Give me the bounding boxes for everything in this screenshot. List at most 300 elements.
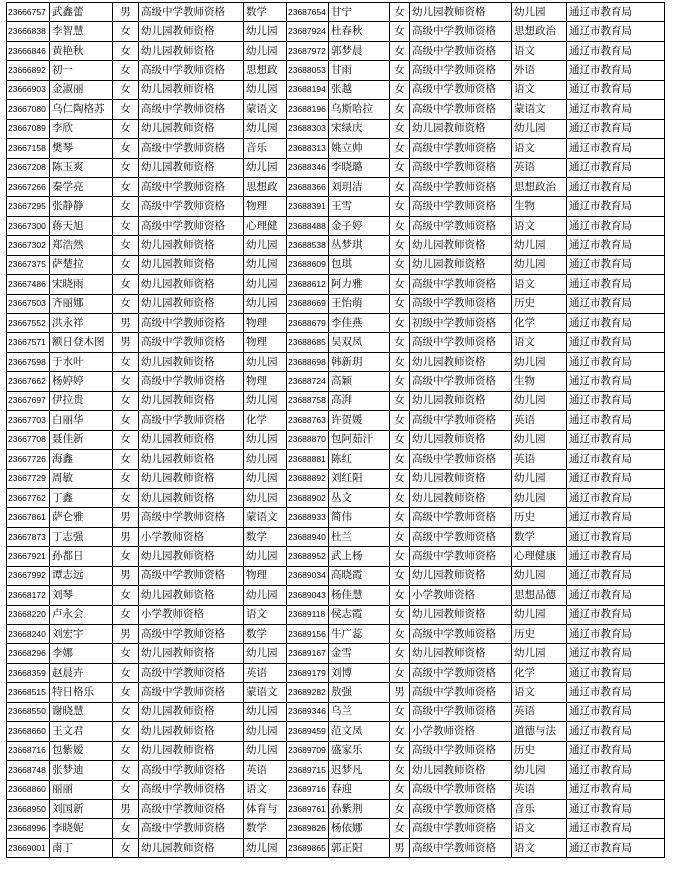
exam-id-cell: 23688053 bbox=[287, 61, 329, 80]
subject-cell: 幼儿园 bbox=[244, 119, 287, 138]
subject-cell: 幼儿园 bbox=[244, 80, 287, 99]
gender-cell: 女 bbox=[390, 100, 410, 119]
exam-id-cell: 23667571 bbox=[7, 333, 50, 352]
subject-cell: 幼儿园 bbox=[512, 644, 567, 663]
name-cell: 聂佳新 bbox=[50, 430, 113, 449]
exam-id-cell: 23669001 bbox=[7, 838, 50, 857]
name-cell: 春迎 bbox=[329, 780, 390, 799]
table-row bbox=[7, 780, 665, 799]
exam-id-cell: 23689179 bbox=[287, 663, 329, 682]
certificate-type-cell: 高级中学教师资格 bbox=[410, 625, 512, 644]
certificate-type-cell: 幼儿园教师资格 bbox=[139, 391, 244, 410]
certificate-type-cell: 初级中学教师资格 bbox=[410, 314, 512, 333]
exam-id-cell: 23689865 bbox=[287, 838, 329, 857]
gender-cell: 女 bbox=[113, 80, 139, 99]
subject-cell: 生物 bbox=[512, 372, 567, 391]
subject-cell: 幼儿园 bbox=[244, 722, 287, 741]
exam-id-cell: 23688194 bbox=[287, 80, 329, 99]
table-row bbox=[7, 663, 665, 682]
name-cell: 王雪 bbox=[329, 197, 390, 216]
exam-id-cell: 23689156 bbox=[287, 625, 329, 644]
authority-cell: 通辽市教育局 bbox=[567, 139, 665, 158]
name-cell: 孙紫荆 bbox=[329, 799, 390, 818]
gender-cell: 女 bbox=[113, 430, 139, 449]
name-cell: 许贺媛 bbox=[329, 411, 390, 430]
exam-id-cell: 23688612 bbox=[287, 275, 329, 294]
table-row bbox=[7, 333, 665, 352]
gender-cell: 女 bbox=[390, 702, 410, 721]
exam-id-cell: 23667703 bbox=[7, 411, 50, 430]
certificate-type-cell: 高级中学教师资格 bbox=[410, 663, 512, 682]
certificate-type-cell: 高级中学教师资格 bbox=[139, 100, 244, 119]
authority-cell: 通辽市教育局 bbox=[567, 547, 665, 566]
exam-id-cell: 23668296 bbox=[7, 644, 50, 663]
subject-cell: 历史 bbox=[512, 741, 567, 760]
table-row bbox=[7, 488, 665, 507]
certificate-type-cell: 高级中学教师资格 bbox=[410, 333, 512, 352]
gender-cell: 女 bbox=[390, 177, 410, 196]
name-cell: 郭梦晨 bbox=[329, 41, 390, 60]
authority-cell: 通辽市教育局 bbox=[567, 469, 665, 488]
name-cell: 谢晓慧 bbox=[50, 702, 113, 721]
exam-id-cell: 23689716 bbox=[287, 780, 329, 799]
certificate-type-cell: 高级中学教师资格 bbox=[139, 799, 244, 818]
exam-id-cell: 23668716 bbox=[7, 741, 50, 760]
subject-cell: 语文 bbox=[512, 139, 567, 158]
subject-cell: 幼儿园 bbox=[512, 469, 567, 488]
subject-cell: 幼儿园 bbox=[244, 352, 287, 371]
certificate-type-cell: 高级中学教师资格 bbox=[139, 139, 244, 158]
gender-cell: 女 bbox=[390, 566, 410, 585]
roster-table bbox=[6, 2, 665, 858]
subject-cell: 心理健 bbox=[244, 216, 287, 235]
name-cell: 侯志霞 bbox=[329, 605, 390, 624]
exam-id-cell: 23667762 bbox=[7, 488, 50, 507]
name-cell: 杨依娜 bbox=[329, 819, 390, 838]
table-row bbox=[7, 411, 665, 430]
certificate-type-cell: 幼儿园教师资格 bbox=[139, 488, 244, 507]
subject-cell: 英语 bbox=[512, 702, 567, 721]
exam-id-cell: 23667921 bbox=[7, 547, 50, 566]
subject-cell: 历史 bbox=[512, 625, 567, 644]
gender-cell: 女 bbox=[390, 450, 410, 469]
exam-id-cell: 23687924 bbox=[287, 22, 329, 41]
table-row bbox=[7, 100, 665, 119]
subject-cell: 幼儿园 bbox=[244, 644, 287, 663]
certificate-type-cell: 高级中学教师资格 bbox=[139, 197, 244, 216]
exam-id-cell: 23667302 bbox=[7, 236, 50, 255]
gender-cell: 女 bbox=[113, 469, 139, 488]
subject-cell: 幼儿园 bbox=[244, 22, 287, 41]
certificate-type-cell: 幼儿园教师资格 bbox=[410, 566, 512, 585]
name-cell: 陈红 bbox=[329, 450, 390, 469]
name-cell: 赵晨卉 bbox=[50, 663, 113, 682]
table-row bbox=[7, 527, 665, 546]
table-row bbox=[7, 158, 665, 177]
authority-cell: 通辽市教育局 bbox=[567, 352, 665, 371]
certificate-type-cell: 高级中学教师资格 bbox=[139, 625, 244, 644]
roster-body bbox=[7, 3, 665, 858]
exam-id-cell: 23667708 bbox=[7, 430, 50, 449]
certificate-type-cell: 高级中学教师资格 bbox=[410, 41, 512, 60]
gender-cell: 女 bbox=[390, 236, 410, 255]
gender-cell: 女 bbox=[113, 236, 139, 255]
name-cell: 谭志远 bbox=[50, 566, 113, 585]
certificate-type-cell: 高级中学教师资格 bbox=[410, 838, 512, 857]
gender-cell: 女 bbox=[390, 391, 410, 410]
exam-id-cell: 23689034 bbox=[287, 566, 329, 585]
subject-cell: 幼儿园 bbox=[512, 255, 567, 274]
subject-cell: 幼儿园 bbox=[244, 294, 287, 313]
subject-cell: 幼儿园 bbox=[244, 255, 287, 274]
authority-cell: 通辽市教育局 bbox=[567, 819, 665, 838]
subject-cell: 道德与法 bbox=[512, 722, 567, 741]
name-cell: 乌仁陶格苏 bbox=[50, 100, 113, 119]
subject-cell: 化学 bbox=[512, 314, 567, 333]
gender-cell: 男 bbox=[113, 799, 139, 818]
subject-cell: 幼儿园 bbox=[512, 236, 567, 255]
exam-id-cell: 23688669 bbox=[287, 294, 329, 313]
name-cell: 陈玉爽 bbox=[50, 158, 113, 177]
name-cell: 齐丽娜 bbox=[50, 294, 113, 313]
gender-cell: 女 bbox=[390, 741, 410, 760]
subject-cell: 幼儿园 bbox=[244, 158, 287, 177]
gender-cell: 女 bbox=[113, 139, 139, 158]
gender-cell: 女 bbox=[390, 761, 410, 780]
exam-id-cell: 23667729 bbox=[7, 469, 50, 488]
gender-cell: 男 bbox=[113, 314, 139, 333]
table-row bbox=[7, 508, 665, 527]
table-row bbox=[7, 216, 665, 235]
certificate-type-cell: 幼儿园教师资格 bbox=[139, 22, 244, 41]
subject-cell: 幼儿园 bbox=[512, 352, 567, 371]
exam-id-cell: 23667208 bbox=[7, 158, 50, 177]
exam-id-cell: 23688698 bbox=[287, 352, 329, 371]
exam-id-cell: 23667503 bbox=[7, 294, 50, 313]
exam-id-cell: 23688940 bbox=[287, 527, 329, 546]
gender-cell: 女 bbox=[390, 22, 410, 41]
authority-cell: 通辽市教育局 bbox=[567, 80, 665, 99]
certificate-type-cell: 高级中学教师资格 bbox=[139, 333, 244, 352]
certificate-type-cell: 幼儿园教师资格 bbox=[139, 547, 244, 566]
certificate-type-cell: 高级中学教师资格 bbox=[139, 566, 244, 585]
gender-cell: 男 bbox=[390, 838, 410, 857]
subject-cell: 幼儿园 bbox=[512, 430, 567, 449]
gender-cell: 女 bbox=[113, 391, 139, 410]
subject-cell: 幼儿园 bbox=[244, 391, 287, 410]
authority-cell: 通辽市教育局 bbox=[567, 527, 665, 546]
exam-id-cell: 23667697 bbox=[7, 391, 50, 410]
authority-cell: 通辽市教育局 bbox=[567, 197, 665, 216]
table-row bbox=[7, 294, 665, 313]
certificate-type-cell: 高级中学教师资格 bbox=[410, 411, 512, 430]
subject-cell: 英语 bbox=[512, 780, 567, 799]
authority-cell: 通辽市教育局 bbox=[567, 294, 665, 313]
table-row bbox=[7, 702, 665, 721]
exam-id-cell: 23688196 bbox=[287, 100, 329, 119]
name-cell: 刘博 bbox=[329, 663, 390, 682]
exam-id-cell: 23667552 bbox=[7, 314, 50, 333]
authority-cell: 通辽市教育局 bbox=[567, 22, 665, 41]
exam-id-cell: 23688724 bbox=[287, 372, 329, 391]
gender-cell: 女 bbox=[390, 605, 410, 624]
gender-cell: 女 bbox=[390, 819, 410, 838]
name-cell: 杜春秋 bbox=[329, 22, 390, 41]
table-row bbox=[7, 683, 665, 702]
gender-cell: 女 bbox=[390, 469, 410, 488]
exam-id-cell: 23666892 bbox=[7, 61, 50, 80]
subject-cell: 体育与 bbox=[244, 799, 287, 818]
certificate-type-cell: 高级中学教师资格 bbox=[139, 314, 244, 333]
authority-cell: 通辽市教育局 bbox=[567, 838, 665, 857]
gender-cell: 女 bbox=[113, 177, 139, 196]
gender-cell: 男 bbox=[390, 683, 410, 702]
name-cell: 武鑫蕾 bbox=[50, 3, 113, 22]
name-cell: 包阿茹汗 bbox=[329, 430, 390, 449]
authority-cell: 通辽市教育局 bbox=[567, 722, 665, 741]
table-row bbox=[7, 586, 665, 605]
name-cell: 高颖 bbox=[329, 372, 390, 391]
name-cell: 于水叶 bbox=[50, 352, 113, 371]
exam-id-cell: 23689346 bbox=[287, 702, 329, 721]
subject-cell: 语文 bbox=[512, 819, 567, 838]
authority-cell: 通辽市教育局 bbox=[567, 314, 665, 333]
certificate-type-cell: 高级中学教师资格 bbox=[139, 177, 244, 196]
exam-id-cell: 23667080 bbox=[7, 100, 50, 119]
exam-id-cell: 23668515 bbox=[7, 683, 50, 702]
name-cell: 特日格乐 bbox=[50, 683, 113, 702]
name-cell: 李智慧 bbox=[50, 22, 113, 41]
certificate-type-cell: 幼儿园教师资格 bbox=[410, 352, 512, 371]
certificate-type-cell: 高级中学教师资格 bbox=[139, 780, 244, 799]
name-cell: 张越 bbox=[329, 80, 390, 99]
subject-cell: 音乐 bbox=[512, 799, 567, 818]
exam-id-cell: 23668660 bbox=[7, 722, 50, 741]
subject-cell: 物理 bbox=[244, 372, 287, 391]
table-row bbox=[7, 469, 665, 488]
name-cell: 李佳燕 bbox=[329, 314, 390, 333]
subject-cell: 幼儿园 bbox=[244, 547, 287, 566]
certificate-type-cell: 幼儿园教师资格 bbox=[139, 644, 244, 663]
subject-cell: 物理 bbox=[244, 314, 287, 333]
exam-id-cell: 23668240 bbox=[7, 625, 50, 644]
certificate-type-cell: 高级中学教师资格 bbox=[139, 372, 244, 391]
gender-cell: 女 bbox=[390, 3, 410, 22]
gender-cell: 女 bbox=[113, 216, 139, 235]
authority-cell: 通辽市教育局 bbox=[567, 100, 665, 119]
certificate-type-cell: 高级中学教师资格 bbox=[410, 275, 512, 294]
name-cell: 白丽华 bbox=[50, 411, 113, 430]
name-cell: 孙都日 bbox=[50, 547, 113, 566]
subject-cell: 蒙语文 bbox=[512, 100, 567, 119]
gender-cell: 女 bbox=[390, 780, 410, 799]
table-row bbox=[7, 761, 665, 780]
gender-cell: 女 bbox=[390, 722, 410, 741]
exam-id-cell: 23667089 bbox=[7, 119, 50, 138]
gender-cell: 女 bbox=[113, 702, 139, 721]
subject-cell: 语文 bbox=[512, 275, 567, 294]
table-row bbox=[7, 625, 665, 644]
exam-id-cell: 23667726 bbox=[7, 450, 50, 469]
subject-cell: 英语 bbox=[512, 411, 567, 430]
gender-cell: 女 bbox=[113, 819, 139, 838]
subject-cell: 思想品德 bbox=[512, 586, 567, 605]
table-row bbox=[7, 430, 665, 449]
name-cell: 周敏 bbox=[50, 469, 113, 488]
certificate-type-cell: 高级中学教师资格 bbox=[139, 508, 244, 527]
gender-cell: 女 bbox=[113, 100, 139, 119]
name-cell: 南丁 bbox=[50, 838, 113, 857]
subject-cell: 外语 bbox=[512, 61, 567, 80]
subject-cell: 语文 bbox=[244, 605, 287, 624]
subject-cell: 幼儿园 bbox=[244, 430, 287, 449]
certificate-type-cell: 小学教师资格 bbox=[139, 527, 244, 546]
name-cell: 海鑫 bbox=[50, 450, 113, 469]
certificate-type-cell: 高级中学教师资格 bbox=[139, 663, 244, 682]
name-cell: 宋绿庆 bbox=[329, 119, 390, 138]
name-cell: 洪永祥 bbox=[50, 314, 113, 333]
subject-cell: 语文 bbox=[244, 780, 287, 799]
name-cell: 敖强 bbox=[329, 683, 390, 702]
gender-cell: 女 bbox=[390, 799, 410, 818]
name-cell: 秦学亮 bbox=[50, 177, 113, 196]
exam-id-cell: 23689282 bbox=[287, 683, 329, 702]
authority-cell: 通辽市教育局 bbox=[567, 430, 665, 449]
subject-cell: 思想政治 bbox=[512, 22, 567, 41]
name-cell: 丛文 bbox=[329, 488, 390, 507]
authority-cell: 通辽市教育局 bbox=[567, 702, 665, 721]
authority-cell: 通辽市教育局 bbox=[567, 372, 665, 391]
subject-cell: 语文 bbox=[512, 80, 567, 99]
gender-cell: 女 bbox=[113, 547, 139, 566]
table-row bbox=[7, 644, 665, 663]
certificate-type-cell: 幼儿园教师资格 bbox=[139, 586, 244, 605]
name-cell: 黄艳秋 bbox=[50, 41, 113, 60]
table-row bbox=[7, 838, 665, 857]
exam-id-cell: 23688538 bbox=[287, 236, 329, 255]
subject-cell: 幼儿园 bbox=[244, 41, 287, 60]
name-cell: 张静静 bbox=[50, 197, 113, 216]
gender-cell: 女 bbox=[390, 625, 410, 644]
authority-cell: 通辽市教育局 bbox=[567, 41, 665, 60]
gender-cell: 女 bbox=[113, 605, 139, 624]
gender-cell: 女 bbox=[390, 41, 410, 60]
exam-id-cell: 23688952 bbox=[287, 547, 329, 566]
table-row bbox=[7, 139, 665, 158]
authority-cell: 通辽市教育局 bbox=[567, 663, 665, 682]
gender-cell: 女 bbox=[390, 275, 410, 294]
name-cell: 丁鑫 bbox=[50, 488, 113, 507]
name-cell: 郭正阳 bbox=[329, 838, 390, 857]
table-row bbox=[7, 236, 665, 255]
name-cell: 刘国新 bbox=[50, 799, 113, 818]
authority-cell: 通辽市教育局 bbox=[567, 683, 665, 702]
certificate-type-cell: 高级中学教师资格 bbox=[410, 294, 512, 313]
certificate-type-cell: 幼儿园教师资格 bbox=[410, 119, 512, 138]
name-cell: 韩新玥 bbox=[329, 352, 390, 371]
authority-cell: 通辽市教育局 bbox=[567, 333, 665, 352]
certificate-type-cell: 高级中学教师资格 bbox=[410, 780, 512, 799]
certificate-type-cell: 高级中学教师资格 bbox=[410, 527, 512, 546]
authority-cell: 通辽市教育局 bbox=[567, 450, 665, 469]
certificate-type-cell: 幼儿园教师资格 bbox=[410, 255, 512, 274]
certificate-type-cell: 高级中学教师资格 bbox=[410, 22, 512, 41]
certificate-type-cell: 幼儿园教师资格 bbox=[139, 119, 244, 138]
subject-cell: 心理健康 bbox=[512, 547, 567, 566]
certificate-type-cell: 幼儿园教师资格 bbox=[410, 605, 512, 624]
subject-cell: 幼儿园 bbox=[244, 838, 287, 857]
name-cell: 迟梦凡 bbox=[329, 761, 390, 780]
subject-cell: 蒙语文 bbox=[244, 508, 287, 527]
table-row bbox=[7, 799, 665, 818]
exam-id-cell: 23688366 bbox=[287, 177, 329, 196]
exam-id-cell: 23667295 bbox=[7, 197, 50, 216]
name-cell: 高晓霞 bbox=[329, 566, 390, 585]
table-row bbox=[7, 275, 665, 294]
gender-cell: 女 bbox=[390, 586, 410, 605]
authority-cell: 通辽市教育局 bbox=[567, 508, 665, 527]
subject-cell: 幼儿园 bbox=[512, 119, 567, 138]
exam-id-cell: 23667300 bbox=[7, 216, 50, 235]
subject-cell: 蒙语文 bbox=[244, 100, 287, 119]
subject-cell: 幼儿园 bbox=[512, 566, 567, 585]
certificate-type-cell: 高级中学教师资格 bbox=[410, 508, 512, 527]
subject-cell: 英语 bbox=[244, 761, 287, 780]
subject-cell: 幼儿园 bbox=[512, 761, 567, 780]
certificate-type-cell: 幼儿园教师资格 bbox=[410, 391, 512, 410]
certificate-type-cell: 高级中学教师资格 bbox=[139, 411, 244, 430]
exam-id-cell: 23688763 bbox=[287, 411, 329, 430]
exam-id-cell: 23668359 bbox=[7, 663, 50, 682]
gender-cell: 女 bbox=[390, 119, 410, 138]
gender-cell: 女 bbox=[113, 488, 139, 507]
certificate-type-cell: 高级中学教师资格 bbox=[410, 450, 512, 469]
gender-cell: 女 bbox=[113, 683, 139, 702]
gender-cell: 男 bbox=[113, 333, 139, 352]
name-cell: 吴双凤 bbox=[329, 333, 390, 352]
name-cell: 刘琴 bbox=[50, 586, 113, 605]
exam-id-cell: 23668220 bbox=[7, 605, 50, 624]
table-row bbox=[7, 352, 665, 371]
subject-cell: 蒙语文 bbox=[244, 683, 287, 702]
name-cell: 刘红阳 bbox=[329, 469, 390, 488]
gender-cell: 女 bbox=[113, 61, 139, 80]
exam-id-cell: 23666838 bbox=[7, 22, 50, 41]
exam-id-cell: 23667486 bbox=[7, 275, 50, 294]
exam-id-cell: 23668860 bbox=[7, 780, 50, 799]
certificate-type-cell: 幼儿园教师资格 bbox=[139, 838, 244, 857]
gender-cell: 女 bbox=[390, 488, 410, 507]
subject-cell: 语文 bbox=[512, 41, 567, 60]
certificate-type-cell: 幼儿园教师资格 bbox=[139, 702, 244, 721]
certificate-type-cell: 高级中学教师资格 bbox=[410, 61, 512, 80]
name-cell: 额日登木图 bbox=[50, 333, 113, 352]
table-row bbox=[7, 450, 665, 469]
name-cell: 樊琴 bbox=[50, 139, 113, 158]
name-cell: 杨婷婷 bbox=[50, 372, 113, 391]
table-row bbox=[7, 119, 665, 138]
exam-id-cell: 23688870 bbox=[287, 430, 329, 449]
gender-cell: 女 bbox=[113, 41, 139, 60]
subject-cell: 英语 bbox=[244, 663, 287, 682]
certificate-type-cell: 高级中学教师资格 bbox=[410, 80, 512, 99]
certificate-type-cell: 高级中学教师资格 bbox=[410, 139, 512, 158]
certificate-type-cell: 幼儿园教师资格 bbox=[410, 469, 512, 488]
name-cell: 萨楚拉 bbox=[50, 255, 113, 274]
exam-id-cell: 23667375 bbox=[7, 255, 50, 274]
certificate-type-cell: 小学教师资格 bbox=[139, 605, 244, 624]
table-row bbox=[7, 41, 665, 60]
